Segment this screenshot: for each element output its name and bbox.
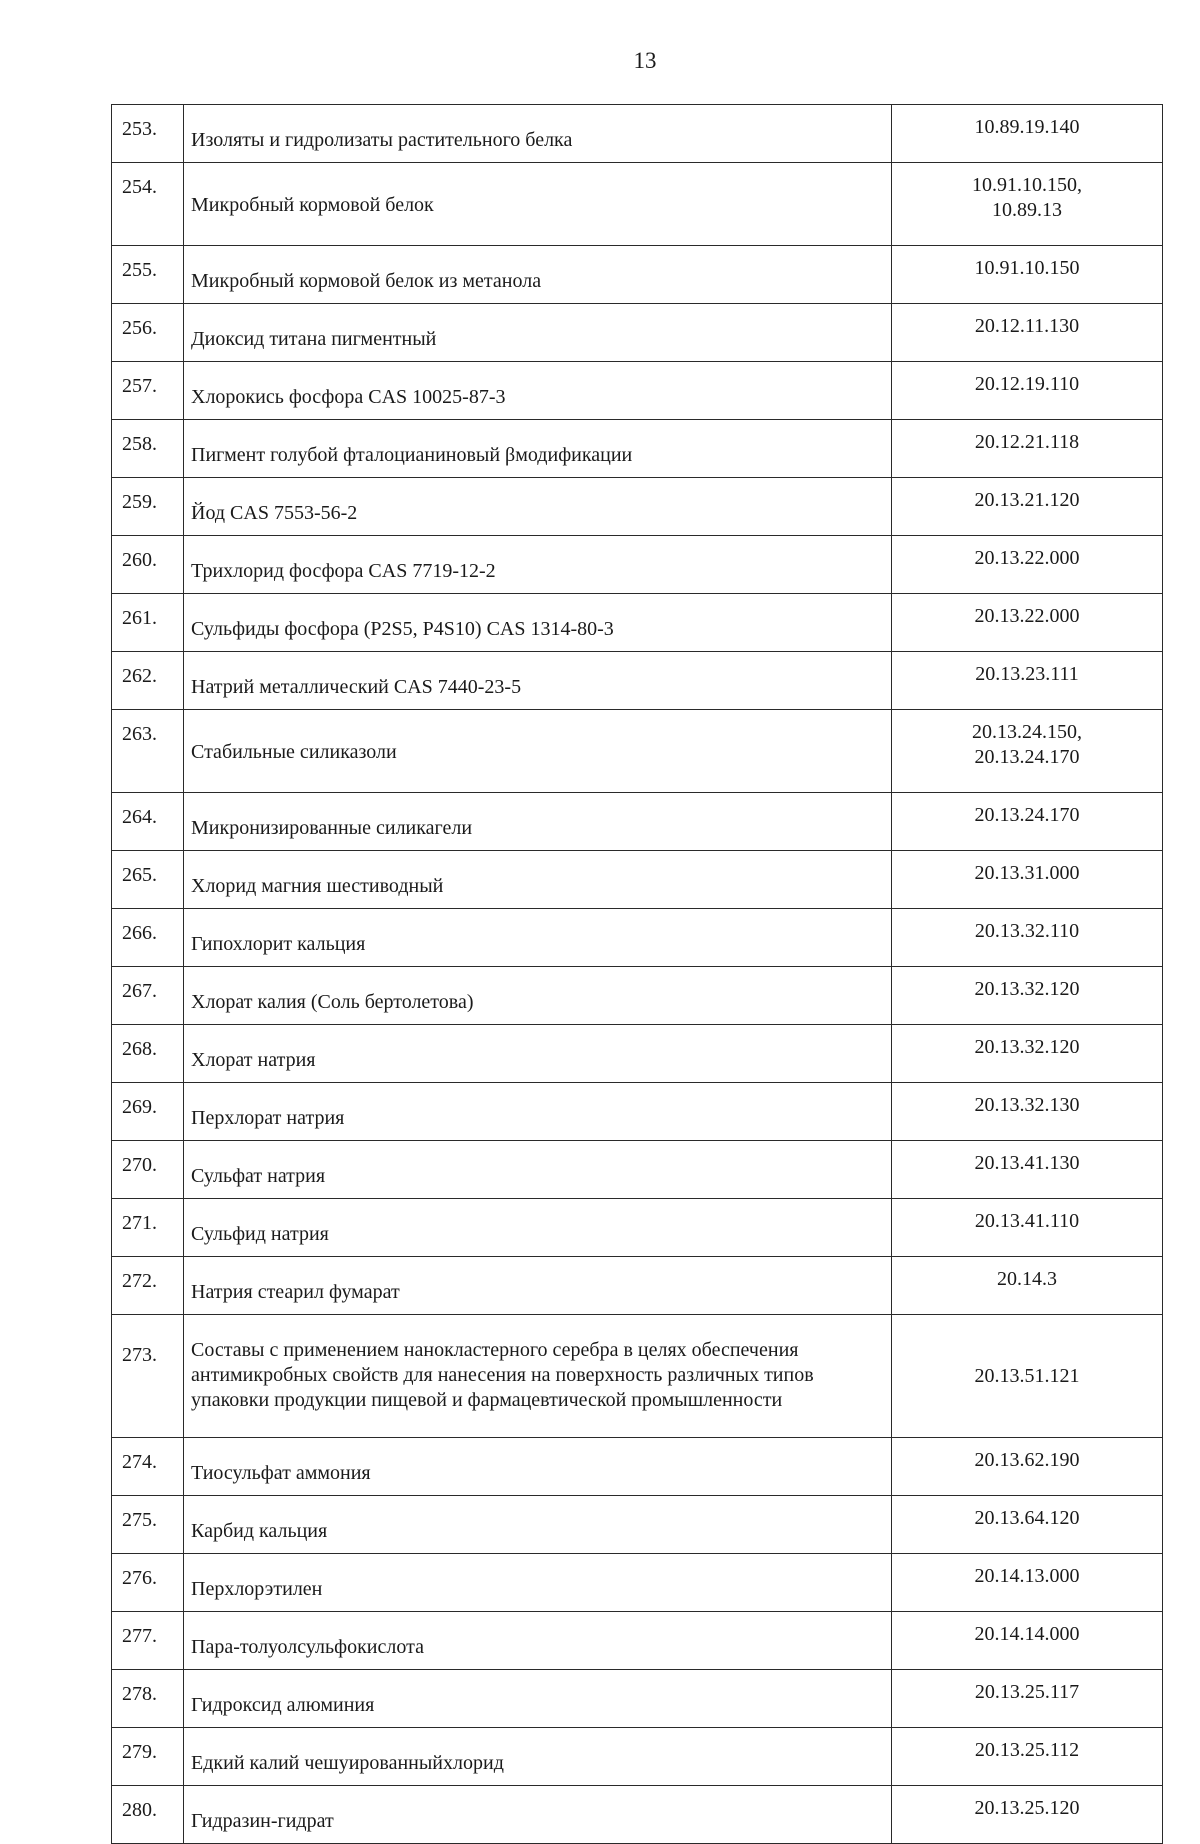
product-name: Пара-толуолсульфокислота bbox=[184, 1612, 892, 1670]
table-row bbox=[112, 1315, 1163, 1438]
product-code: 20.13.24.150, bbox=[972, 721, 1082, 743]
table-row bbox=[112, 1612, 1163, 1670]
product-code-cell bbox=[892, 1257, 1163, 1315]
table-row bbox=[112, 105, 1163, 163]
table-row bbox=[112, 1083, 1163, 1141]
row-number: 268. bbox=[112, 1025, 184, 1083]
table-row bbox=[112, 1496, 1163, 1554]
row-number: 257. bbox=[112, 362, 184, 420]
table-row bbox=[112, 478, 1163, 536]
product-code-cell bbox=[892, 1670, 1163, 1728]
table-row bbox=[112, 362, 1163, 420]
table-row bbox=[112, 1025, 1163, 1083]
table-row bbox=[112, 1786, 1163, 1844]
product-code-cell bbox=[892, 163, 1163, 246]
product-code-cell bbox=[892, 1315, 1163, 1438]
row-number: 270. bbox=[112, 1141, 184, 1199]
product-code-cell bbox=[892, 536, 1163, 594]
row-number: 275. bbox=[112, 1496, 184, 1554]
row-number: 264. bbox=[112, 793, 184, 851]
product-code: 20.14.14.000 bbox=[974, 1623, 1080, 1645]
product-code-cell bbox=[892, 1554, 1163, 1612]
page-number: 13 bbox=[633, 48, 657, 73]
product-code-cell bbox=[892, 793, 1163, 851]
product-name: Микробный кормовой белок из метанола bbox=[184, 246, 892, 304]
row-number: 273. bbox=[112, 1315, 184, 1438]
product-name: Микронизированные силикагели bbox=[184, 793, 892, 851]
product-table-body bbox=[112, 105, 1163, 1844]
row-number: 254. bbox=[112, 163, 184, 246]
product-code-cell bbox=[892, 1728, 1163, 1786]
product-code-cell bbox=[892, 105, 1163, 163]
table-row bbox=[112, 536, 1163, 594]
product-code: 20.12.19.110 bbox=[974, 373, 1080, 395]
row-number: 265. bbox=[112, 851, 184, 909]
table-row bbox=[112, 1670, 1163, 1728]
row-number: 272. bbox=[112, 1257, 184, 1315]
row-number: 253. bbox=[112, 105, 184, 163]
product-code: 20.13.32.130 bbox=[974, 1094, 1080, 1116]
product-name: Гидроксид алюминия bbox=[184, 1670, 892, 1728]
product-name: Сульфат натрия bbox=[184, 1141, 892, 1199]
product-code-cell bbox=[892, 1141, 1163, 1199]
product-name: Перхлорэтилен bbox=[184, 1554, 892, 1612]
product-name: Йод CAS 7553-56-2 bbox=[184, 478, 892, 536]
row-number: 259. bbox=[112, 478, 184, 536]
product-code: 20.13.41.110 bbox=[974, 1210, 1080, 1232]
product-name: Хлорид магния шестиводный bbox=[184, 851, 892, 909]
product-code-cell bbox=[892, 362, 1163, 420]
product-code: 20.13.22.000 bbox=[974, 605, 1080, 627]
product-code-cell bbox=[892, 478, 1163, 536]
product-code-cell bbox=[892, 909, 1163, 967]
product-code: 20.13.64.120 bbox=[974, 1507, 1080, 1529]
product-name: Натрий металлический CAS 7440-23-5 bbox=[184, 652, 892, 710]
product-code-cell bbox=[892, 851, 1163, 909]
product-code: 20.13.51.121 bbox=[974, 1364, 1080, 1387]
product-code-cell bbox=[892, 304, 1163, 362]
row-number: 276. bbox=[112, 1554, 184, 1612]
table-row bbox=[112, 1554, 1163, 1612]
row-number: 255. bbox=[112, 246, 184, 304]
product-code-cell bbox=[892, 1199, 1163, 1257]
product-name: Микробный кормовой белок bbox=[184, 163, 892, 246]
product-code: 20.13.25.117 bbox=[974, 1681, 1080, 1703]
table-row bbox=[112, 420, 1163, 478]
product-code: 10.89.13 bbox=[992, 199, 1062, 221]
product-code: 20.13.41.130 bbox=[974, 1152, 1080, 1174]
product-name: Едкий калий чешуированныйхлорид bbox=[184, 1728, 892, 1786]
row-number: 261. bbox=[112, 594, 184, 652]
product-name: Натрия стеарил фумарат bbox=[184, 1257, 892, 1315]
table-row bbox=[112, 594, 1163, 652]
product-code-cell bbox=[892, 1612, 1163, 1670]
row-number: 269. bbox=[112, 1083, 184, 1141]
product-code: 20.14.13.000 bbox=[974, 1565, 1080, 1587]
product-code: 20.13.32.120 bbox=[974, 1036, 1080, 1058]
table-row bbox=[112, 1438, 1163, 1496]
row-number: 256. bbox=[112, 304, 184, 362]
table-row bbox=[112, 1141, 1163, 1199]
product-code-cell bbox=[892, 246, 1163, 304]
product-code-cell bbox=[892, 710, 1163, 793]
product-name: Хлорат калия (Соль бертолетова) bbox=[184, 967, 892, 1025]
product-name: Хлорокись фосфора CAS 10025-87-3 bbox=[184, 362, 892, 420]
product-code-cell bbox=[892, 420, 1163, 478]
product-code: 20.13.22.000 bbox=[974, 547, 1080, 569]
row-number: 260. bbox=[112, 536, 184, 594]
product-name: Гипохлорит кальция bbox=[184, 909, 892, 967]
product-code: 20.13.24.170 bbox=[974, 804, 1080, 826]
table-row bbox=[112, 793, 1163, 851]
product-name: Стабильные силиказоли bbox=[184, 710, 892, 793]
product-name: Пигмент голубой фталоцианиновый βмодификации bbox=[184, 420, 892, 478]
row-number: 262. bbox=[112, 652, 184, 710]
product-code: 20.13.62.190 bbox=[974, 1449, 1080, 1471]
product-code: 20.13.25.120 bbox=[974, 1797, 1080, 1819]
product-code-cell bbox=[892, 1438, 1163, 1496]
product-code: 20.14.3 bbox=[997, 1268, 1057, 1290]
product-code: 20.13.32.120 bbox=[974, 978, 1080, 1000]
table-row bbox=[112, 1257, 1163, 1315]
table-row bbox=[112, 1728, 1163, 1786]
product-code: 10.91.10.150, bbox=[972, 174, 1082, 196]
product-code: 20.13.21.120 bbox=[974, 489, 1080, 511]
product-code: 20.12.21.118 bbox=[974, 431, 1080, 453]
table-row bbox=[112, 652, 1163, 710]
product-code-cell bbox=[892, 1083, 1163, 1141]
product-name: Карбид кальция bbox=[184, 1496, 892, 1554]
row-number: 258. bbox=[112, 420, 184, 478]
product-code-cell bbox=[892, 652, 1163, 710]
product-name: Составы с применением нанокластерного серебра в целях обеспечения антимикробных свойств для нанесения на поверхность различных типов упаковки продукции пищевой и фармацевтической промышленности bbox=[184, 1315, 892, 1438]
product-code-cell bbox=[892, 594, 1163, 652]
row-number: 279. bbox=[112, 1728, 184, 1786]
row-number: 277. bbox=[112, 1612, 184, 1670]
row-number: 263. bbox=[112, 710, 184, 793]
table-row bbox=[112, 163, 1163, 246]
product-code-cell bbox=[892, 1786, 1163, 1844]
row-number: 280. bbox=[112, 1786, 184, 1844]
table-row bbox=[112, 304, 1163, 362]
product-code: 20.13.25.112 bbox=[974, 1739, 1080, 1761]
product-code-cell bbox=[892, 967, 1163, 1025]
table-row bbox=[112, 710, 1163, 793]
product-code: 10.91.10.150 bbox=[974, 257, 1080, 279]
product-name: Хлорат натрия bbox=[184, 1025, 892, 1083]
product-code: 20.13.31.000 bbox=[974, 862, 1080, 884]
product-code: 20.12.11.130 bbox=[974, 315, 1080, 337]
row-number: 266. bbox=[112, 909, 184, 967]
row-number: 274. bbox=[112, 1438, 184, 1496]
product-name: Сульфиды фосфора (P2S5, P4S10) CAS 1314-80-3 bbox=[184, 594, 892, 652]
table-row bbox=[112, 967, 1163, 1025]
product-name: Трихлорид фосфора CAS 7719-12-2 bbox=[184, 536, 892, 594]
product-code: 20.13.32.110 bbox=[974, 920, 1080, 942]
product-table bbox=[111, 104, 1163, 1844]
product-name: Диоксид титана пигментный bbox=[184, 304, 892, 362]
product-code: 10.89.19.140 bbox=[974, 116, 1080, 138]
product-code: 20.13.24.170 bbox=[974, 746, 1080, 768]
product-name: Гидразин-гидрат bbox=[184, 1786, 892, 1844]
product-code: 20.13.23.111 bbox=[975, 663, 1079, 685]
product-name: Перхлорат натрия bbox=[184, 1083, 892, 1141]
product-code-cell bbox=[892, 1496, 1163, 1554]
table-row bbox=[112, 909, 1163, 967]
table-row bbox=[112, 1199, 1163, 1257]
table-row bbox=[112, 851, 1163, 909]
product-name: Тиосульфат аммония bbox=[184, 1438, 892, 1496]
table-row bbox=[112, 246, 1163, 304]
row-number: 267. bbox=[112, 967, 184, 1025]
product-code-cell bbox=[892, 1025, 1163, 1083]
product-name: Изоляты и гидролизаты растительного белка bbox=[184, 105, 892, 163]
row-number: 278. bbox=[112, 1670, 184, 1728]
row-number: 271. bbox=[112, 1199, 184, 1257]
product-name: Сульфид натрия bbox=[184, 1199, 892, 1257]
